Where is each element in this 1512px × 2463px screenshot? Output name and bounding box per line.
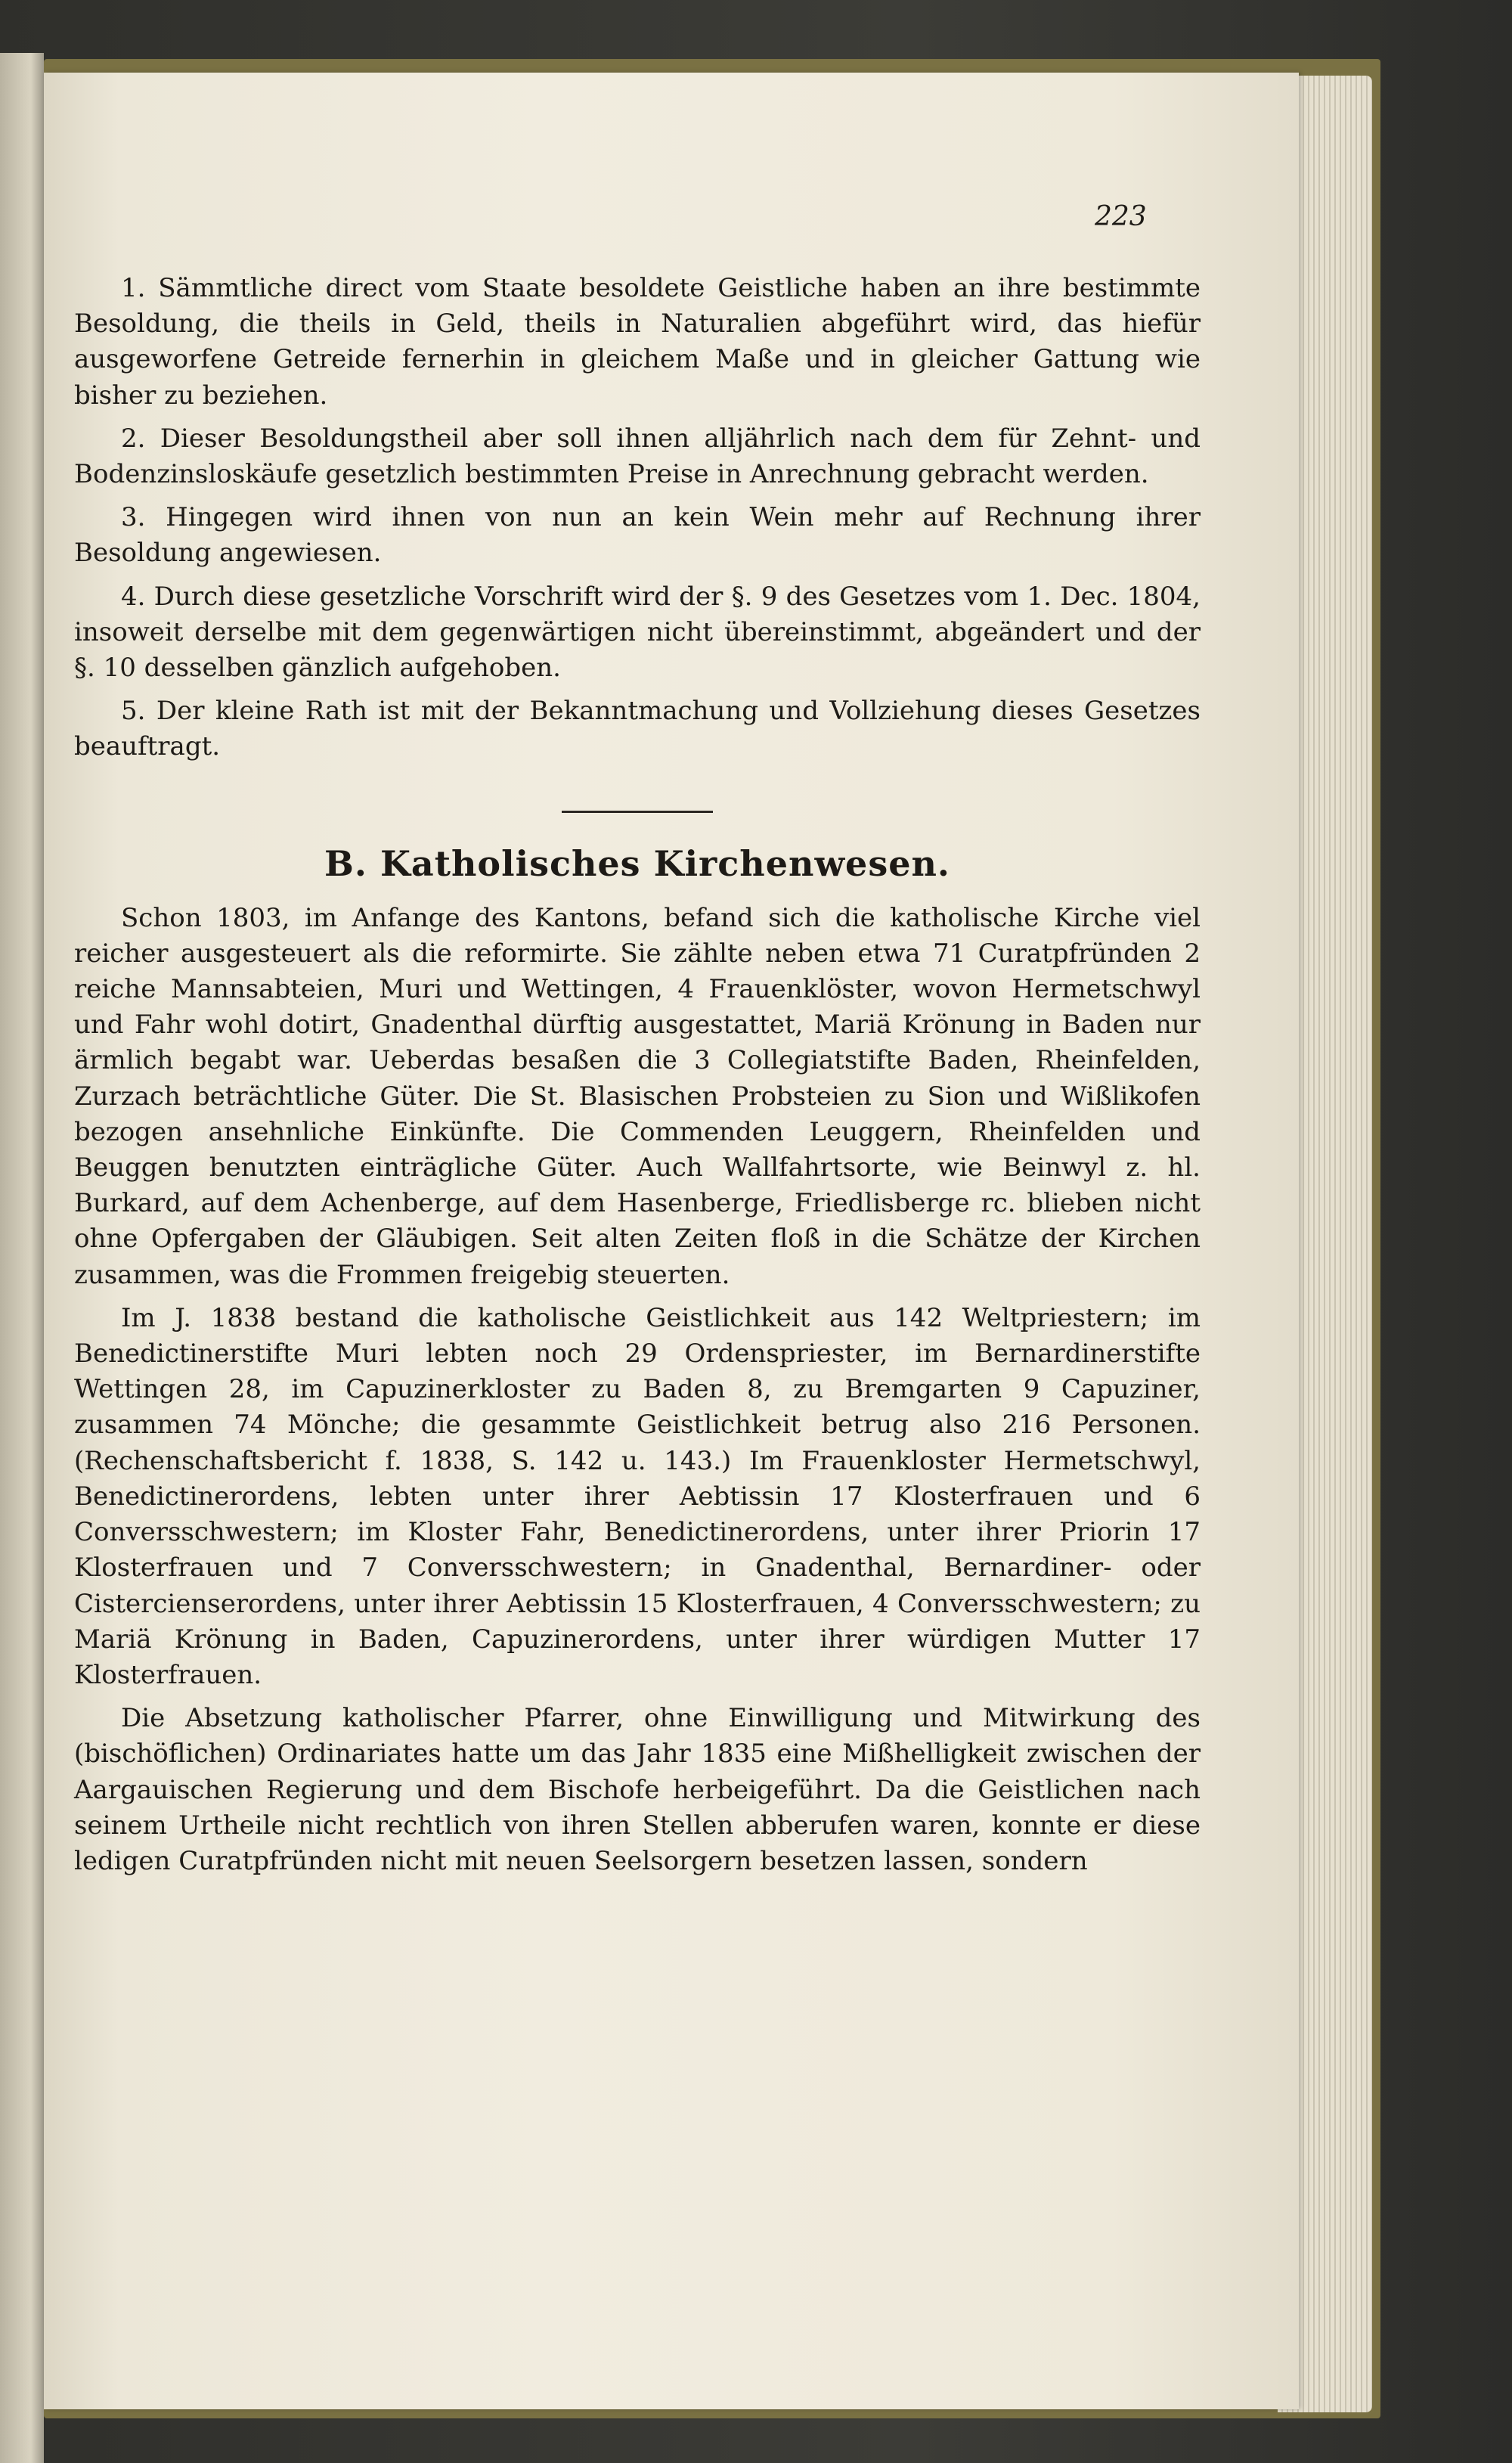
section-divider	[562, 811, 713, 813]
article-paragraph-5: 5. Der kleine Rath ist mit der Bekanntmachung und Vollziehung dieses Gesetzes beauftragt.	[74, 696, 1201, 762]
page-text	[74, 201, 1201, 1887]
article-paragraph-2: 2. Dieser Besoldungstheil aber soll ihnen alljährlich nach dem für Zehnt- und Bodenzinsloskäufe gesetzlich bestimmten Preise in Anrechnung gebracht werden.	[74, 423, 1201, 490]
section-heading: B. Katholisches Kirchenwesen.	[324, 842, 950, 884]
page-number: 223	[1095, 201, 1147, 232]
article-paragraph-4: 4. Durch diese gesetzliche Vorschrift wird der §. 9 des Gesetzes vom 1. Dec. 1804, insoweit derselbe mit dem gegenwärtigen nicht übereinstimmt, abgeändert und der §. 10 desselben gänzlich aufgehoben.	[74, 581, 1201, 684]
body-paragraph-1: Schon 1803, im Anfange des Kantons, befand sich die katholische Kirche viel reicher ausgesteuert als die reformirte. Sie zählte neben etwa 71 Curatpfründen 2 reiche Mannsabteien, Muri und Wettingen, 4 Frauenklöster, wovon Hermetschwyl und Fahr wohl dotirt, Gnadenthal dürftig ausgestattet, Mariä Krönung in Baden nur ärmlich begabt war. Ueberdas besaßen die 3 Collegiatstifte Baden, Rheinfelden, Zurzach beträchtliche Güter. Die St. Blasischen Probsteien zu Sion und Wißlikofen bezogen ansehnliche Einkünfte. Die Commenden Leuggern, Rheinfelden und Beuggen benutzten einträgliche Güter. Auch Wallfahrtsorte, wie Beinwyl z. hl. Burkard, auf dem Achenberge, auf dem Hasenberge, Friedlisberge rc. blieben nicht ohne Opfergaben der Gläubigen. Seit alten Zeiten floß in die Schätze der Kirchen zusammen, was die Frommen freigebig steuerten.	[74, 902, 1201, 1290]
body-paragraph-3: Die Absetzung katholischer Pfarrer, ohne Einwilligung und Mitwirkung des (bischöflichen) Ordinariates hatte um das Jahr 1835 eine Mißhelligkeit zwischen der Aargauischen Regierung und dem Bischofe herbeigeführt. Da die Geistlichen nach seinem Urtheile nicht rechtlich von ihren Stellen abberufen waren, konnte er diese ledigen Curatpfründen nicht mit neuen Seelsorgern besetzen lassen, sondern	[74, 1703, 1201, 1876]
book-page	[44, 73, 1299, 2409]
body-paragraph-2: Im J. 1838 bestand die katholische Geistlichkeit aus 142 Weltpriestern; im Benedictinerstifte Muri lebten noch 29 Ordenspriester, im Bernardinerstifte Wettingen 28, im Capuzinerkloster zu Baden 8, zu Bremgarten 9 Capuziner, zusammen 74 Mönche; die gesammte Geistlichkeit betrug also 216 Personen. (Rechenschaftsbericht f. 1838, S. 142 u. 143.) Im Frauenkloster Hermetschwyl, Benedictinerordens, lebten unter ihrer Aebtissin 17 Klosterfrauen und 6 Conversschwestern; im Kloster Fahr, Benedictinerordens, unter ihrer Priorin 17 Klosterfrauen und 7 Conversschwestern; in Gnadenthal, Bernardiner- oder Cistercienserordens, unter ihrer Aebtissin 15 Klosterfrauen, 4 Conversschwestern; zu Mariä Krönung in Baden, Capuzinerordens, unter ihrer würdigen Mutter 17 Klosterfrauen.	[74, 1302, 1201, 1690]
article-paragraph-1: 1. Sämmtliche direct vom Staate besoldete Geistliche haben an ihre bestimmte Besoldung, die theils in Geld, theils in Naturalien abgeführt wird, das hiefür ausgeworfene Getreide fernerhin in gleichem Maße und in gleicher Gattung wie bisher zu beziehen.	[74, 273, 1201, 411]
article-paragraph-3: 3. Hingegen wird ihnen von nun an kein Wein mehr auf Rechnung ihrer Besoldung angewiesen.	[74, 502, 1201, 569]
previous-page-edge	[0, 53, 44, 2463]
